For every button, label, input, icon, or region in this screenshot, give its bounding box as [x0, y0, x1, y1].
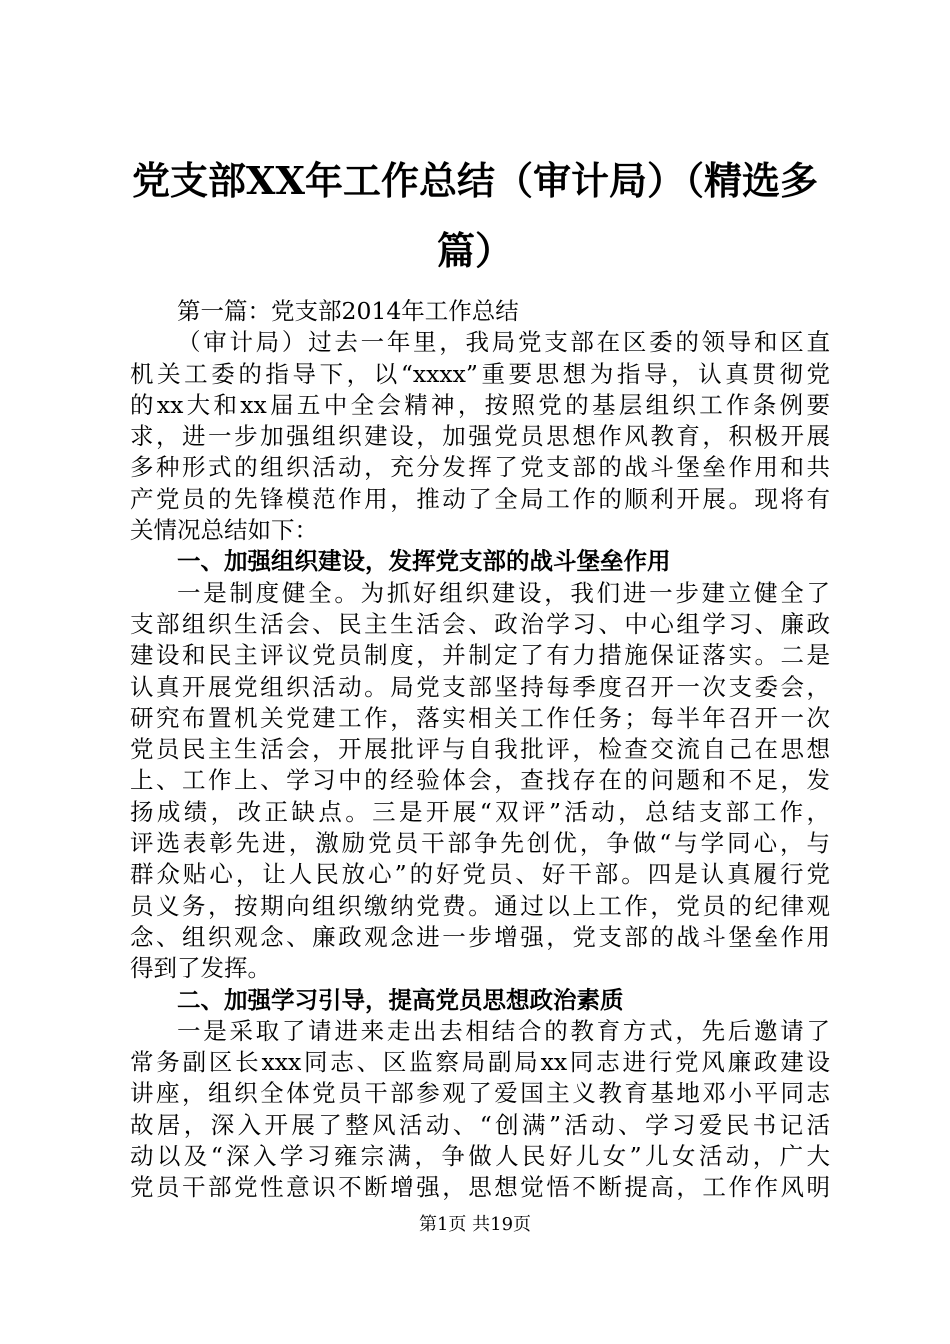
body-text-line: 求，进一步加强组织建设，加强党员思想作风教育，积极开展 — [130, 422, 830, 451]
body-text-line: 得到了发挥。 — [130, 954, 271, 983]
body-text-line: 故居，深入开展了整风活动、“创满”活动、学习爱民书记活 — [130, 1110, 830, 1139]
body-text-line: 多种形式的组织活动，充分发挥了党支部的战斗堡垒作用和共 — [130, 453, 830, 482]
body-text-line: 常务副区长xxx同志、区监察局副局xx同志进行党风廉政建设 — [130, 1048, 830, 1077]
body-text-line: 第一篇：党支部2014年工作总结 — [177, 297, 519, 325]
body-text-line: 党员干部党性意识不断增强，思想觉悟不断提高，工作作风明 — [130, 1173, 830, 1202]
body-text-line: 评选表彰先进，激励党员干部争先创优，争做“与学同心，与 — [130, 829, 830, 858]
body-text-line: 党员民主生活会，开展批评与自我批评，检查交流自己在思想 — [130, 735, 830, 764]
body-text-line: 讲座，组织全体党员干部参观了爱国主义教育基地邓小平同志 — [130, 1079, 830, 1108]
section-heading: 一、加强组织建设，发挥党支部的战斗堡垒作用 — [177, 547, 671, 576]
section-heading: 二、加强学习引导，提高党员思想政治素质 — [177, 985, 624, 1014]
document-title — [120, 146, 830, 286]
body-text-line: 一是制度健全。为抓好组织建设，我们进一步建立健全了 — [177, 578, 830, 607]
body-text-line: 一是采取了请进来走出去相结合的教育方式，先后邀请了 — [177, 1016, 830, 1045]
body-text-line: 支部组织生活会、民主生活会、政治学习、中心组学习、廉政 — [130, 609, 830, 638]
body-text-line: 群众贴心，让人民放心”的好党员、好干部。四是认真履行党 — [130, 860, 830, 889]
page-footer: 第1页 共19页 — [418, 1214, 532, 1235]
body-text-line: 的xx大和xx届五中全会精神，按照党的基层组织工作条例要 — [130, 390, 830, 419]
title-line-1: 党支部XX年工作总结（审计局）（精选多 — [132, 158, 818, 203]
body-text-line: （审计局）过去一年里，我局党支部在区委的领导和区直 — [177, 328, 830, 357]
body-text-line: 机关工委的指导下，以“xxxx”重要思想为指导，认真贯彻党 — [130, 359, 830, 388]
document-body — [130, 296, 830, 1204]
body-text-line: 产党员的先锋模范作用，推动了全局工作的顺利开展。现将有 — [130, 484, 830, 513]
body-text-line: 念、组织观念、廉政观念进一步增强，党支部的战斗堡垒作用 — [130, 922, 830, 951]
body-text-line: 认真开展党组织活动。局党支部坚持每季度召开一次支委会， — [130, 672, 830, 701]
body-text-line: 研究布置机关党建工作，落实相关工作任务；每半年召开一次 — [130, 703, 830, 732]
body-text-line: 关情况总结如下： — [130, 516, 318, 545]
title-line-2: 篇） — [436, 228, 513, 273]
body-text-line: 员义务，按期向组织缴纳党费。通过以上工作，党员的纪律观 — [130, 891, 830, 920]
body-text-line: 扬成绩，改正缺点。三是开展“双评”活动，总结支部工作， — [130, 797, 830, 826]
body-text-line: 建设和民主评议党员制度，并制定了有力措施保证落实。二是 — [130, 641, 830, 670]
body-text-line: 上、工作上、学习中的经验体会，查找存在的问题和不足，发 — [130, 766, 830, 795]
body-text-line: 动以及“深入学习雍宗满，争做人民好儿女”儿女活动，广大 — [130, 1142, 830, 1171]
